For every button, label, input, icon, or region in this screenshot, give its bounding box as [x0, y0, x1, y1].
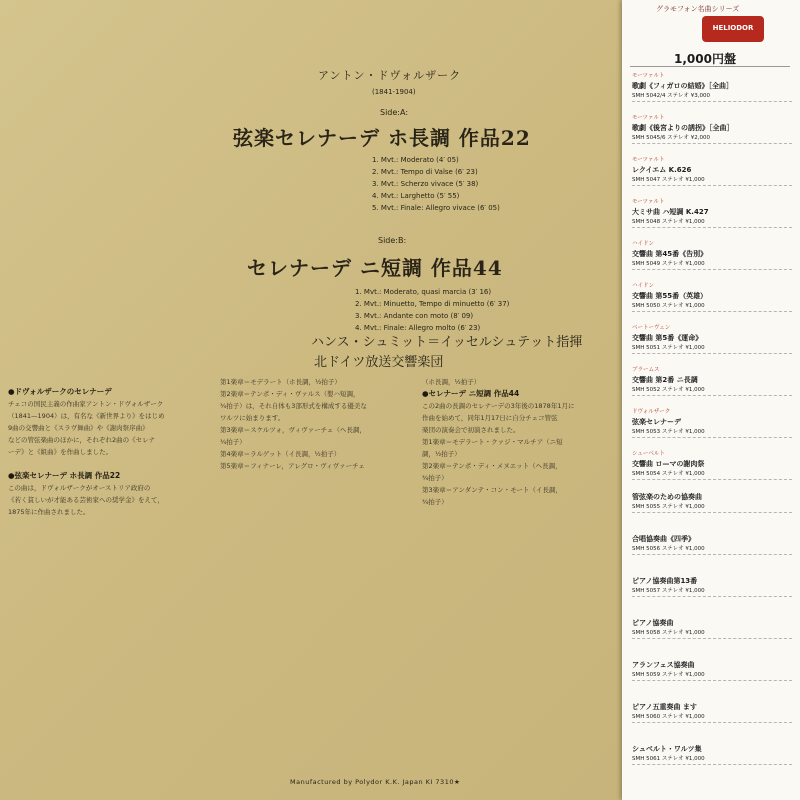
- notes-line: などの管弦楽曲のほかに，それぞれ2曲の《セレナ: [8, 436, 156, 444]
- entry-composer: ブラームス: [632, 367, 660, 373]
- divider: [630, 66, 790, 67]
- entry-number: SMH 5052 ステレオ ¥1,000: [632, 387, 705, 393]
- notes-line: 第3楽章＝アンダンテ・コン・モート（イ長調，: [422, 486, 562, 494]
- entry-composer: ドヴォルザーク: [632, 409, 671, 415]
- catalog-entry: [632, 240, 792, 270]
- entry-title: レクイエム K.626: [632, 166, 692, 174]
- catalog-entry: [632, 660, 792, 681]
- entry-title: 管弦楽のための協奏曲: [632, 493, 702, 501]
- catalog-entry: [632, 198, 792, 228]
- notes-line: この曲は，ドヴォルザークがオーストリア政府の: [8, 484, 151, 492]
- entry-number: SMH 5049 ステレオ ¥1,000: [632, 261, 705, 267]
- notes-line: 調，½拍子）: [422, 450, 461, 458]
- liner-notes-right: [422, 376, 618, 780]
- entry-number: SMH 5045/6 ステレオ ¥2,000: [632, 135, 710, 141]
- side-b-movement: 4. Mvt.: Finale: Allegro molto (6′ 23): [355, 324, 481, 332]
- entry-title: 合唱協奏曲《四季》: [632, 535, 695, 543]
- entry-title: 歌劇《後宮よりの誘拐》［全曲］: [632, 124, 734, 132]
- notes-line: ¾拍子）: [422, 498, 448, 506]
- catalog-entry: [632, 744, 792, 765]
- liner-notes-left: [8, 386, 212, 780]
- catalog-entry: [632, 408, 792, 438]
- notes-line: [8, 458, 212, 470]
- side-b-movement: 3. Mvt.: Andante con moto (8′ 09): [355, 312, 474, 320]
- entry-title: アランフェス協奏曲: [632, 661, 695, 669]
- notes-line: 楽団の演奏会で初演されました。: [422, 426, 520, 434]
- entry-title: シュベルト・ワルツ集: [632, 745, 702, 753]
- catalog-entry: [632, 72, 792, 102]
- notes-line: ーデ》と《組曲》を作曲しました。: [8, 448, 113, 456]
- entry-composer: ハイドン: [632, 241, 655, 247]
- entry-number: SMH 5048 ステレオ ¥1,000: [632, 219, 705, 225]
- notes-heading: ●弦楽セレナーデ ホ長調 作品22: [8, 471, 121, 480]
- entry-composer: ベートーヴェン: [632, 325, 671, 331]
- side-a-movement: 1. Mvt.: Moderato (4′ 05): [372, 156, 459, 164]
- entry-title: ピアノ協奏曲第13番: [632, 577, 698, 585]
- side-b-title: セレナーデ ニ短調 作品44: [247, 256, 503, 280]
- manufacturer-footer: Manufactured by Polydor K.K. Japan KI 7310★: [290, 778, 461, 786]
- notes-line: 第1楽章＝モデラート・クァジ・マルチア（ニ短: [422, 438, 563, 446]
- conductor-credit: ハンス・シュミット＝イッセルシュテット指揮: [311, 335, 583, 350]
- notes-line: 第4楽章＝ラルゲット（イ長調，½拍子）: [220, 450, 341, 458]
- entry-number: SMH 5060 ステレオ ¥1,000: [632, 714, 705, 720]
- entry-number: SMH 5061 ステレオ ¥1,000: [632, 756, 705, 762]
- price-label: 1,000円盤: [674, 52, 736, 66]
- catalog-entry: [632, 534, 792, 555]
- notes-line: 作曲を始めて，同年1月17日に自分チェコ管弦: [422, 414, 558, 422]
- entry-number: SMH 5058 ステレオ ¥1,000: [632, 630, 705, 636]
- notes-line: ¾拍子）: [220, 438, 246, 446]
- entry-title: 交響曲 第2番 ニ長調: [632, 376, 698, 384]
- entry-title: 弦楽セレナーデ: [632, 418, 681, 426]
- entry-composer: モーツァルト: [632, 157, 665, 163]
- entry-title: 交響曲 第5番《運命》: [632, 334, 703, 342]
- entry-number: SMH 5053 ステレオ ¥1,000: [632, 429, 705, 435]
- notes-line: 第3楽章＝スケルツォ，ヴィヴァーチェ（ヘ長調，: [220, 426, 366, 434]
- notes-line: 1875年に作曲されました。: [8, 508, 90, 516]
- notes-heading: ●ドヴォルザークのセレナーデ: [8, 387, 112, 396]
- catalog-entry: [632, 156, 792, 186]
- catalog-entry: [632, 324, 792, 354]
- side-a-movement: 4. Mvt.: Larghetto (5′ 55): [372, 192, 460, 200]
- notes-line: 第2楽章＝テンポ・ディ・メヌエット（ヘ長調，: [422, 462, 562, 470]
- orchestra-credit: 北ドイツ放送交響楽団: [314, 355, 444, 370]
- catalog-entry: [632, 576, 792, 597]
- side-a-title: 弦楽セレナーデ ホ長調 作品22: [233, 126, 531, 150]
- entry-composer: ハイドン: [632, 283, 655, 289]
- notes-line: チェコの国民主義の作曲家アントン・ドヴォルザーク: [8, 400, 164, 408]
- side-a-movement: 3. Mvt.: Scherzo vivace (5′ 38): [372, 180, 479, 188]
- notes-line: 第1楽章＝モデラート（ホ長調，½拍子）: [220, 378, 341, 386]
- entry-title: ピアノ五重奏曲 ます: [632, 703, 697, 711]
- entry-number: SMH 5042/4 ステレオ ¥3,000: [632, 93, 710, 99]
- heliodor-logo: [702, 16, 764, 42]
- notes-line: 第5楽章＝フィナーレ，アレグロ・ヴィヴァーチェ: [220, 462, 365, 470]
- entry-title: 歌劇《フィガロの結婚》［全曲］: [632, 82, 733, 90]
- notes-line: 第2楽章＝テンポ・ディ・ヴァルス（嬰ハ短調，: [220, 390, 360, 398]
- entry-title: 交響曲 ロ—マの謝肉祭: [632, 460, 705, 468]
- obi-series-title: グラモフォン名曲シリーズ: [656, 5, 740, 13]
- catalog-entry: [632, 114, 792, 144]
- notes-line: ¾拍子）は，それ自体も3部形式を構成する優美な: [220, 402, 367, 410]
- entry-composer: モーツァルト: [632, 73, 665, 79]
- entry-title: 大ミサ曲 ハ短調 K.427: [632, 208, 709, 216]
- entry-composer: モーツァルト: [632, 199, 665, 205]
- entry-composer: シューベルト: [632, 451, 665, 457]
- catalog-entry: [632, 366, 792, 396]
- entry-number: SMH 5054 ステレオ ¥1,000: [632, 471, 705, 477]
- side-a-movement: 2. Mvt.: Tempo di Valse (6′ 23): [372, 168, 478, 176]
- catalog-entry: [632, 702, 792, 723]
- catalog-entry: [632, 450, 792, 480]
- catalog-entry: [632, 492, 792, 513]
- entry-number: SMH 5056 ステレオ ¥1,000: [632, 546, 705, 552]
- catalog-entry: [632, 282, 792, 312]
- entry-number: SMH 5057 ステレオ ¥1,000: [632, 588, 705, 594]
- notes-line: （1841—1904）は，有名な《新世界より》をはじめ: [8, 412, 165, 420]
- entry-number: SMH 5059 ステレオ ¥1,000: [632, 672, 705, 678]
- side-a-movement: 5. Mvt.: Finale: Allegro vivace (6′ 05): [372, 204, 500, 212]
- entry-title: 交響曲 第55番（英雄）: [632, 292, 708, 300]
- liner-notes-middle: [220, 376, 418, 780]
- side-b-movement: 2. Mvt.: Minuetto, Tempo di minuetto (6′ 37): [355, 300, 510, 308]
- entry-number: SMH 5047 ステレオ ¥1,000: [632, 177, 705, 183]
- obi-strip: [622, 0, 800, 800]
- notes-line: ワルツに始まります。: [220, 414, 285, 422]
- entry-title: 交響曲 第45番《告別》: [632, 250, 708, 258]
- notes-line: この2曲の長調のセレナーデの3年後の1878年1月に: [422, 402, 575, 410]
- logo-text: HELIODOR: [712, 24, 754, 32]
- entry-title: ピアノ協奏曲: [632, 619, 674, 627]
- composer-years: (1841-1904): [372, 88, 416, 96]
- entry-composer: モーツァルト: [632, 115, 665, 121]
- notes-line: 9曲の交響曲と《スラヴ舞曲》や《謝肉祭序曲》: [8, 424, 149, 432]
- entry-number: SMH 5051 ステレオ ¥1,000: [632, 345, 705, 351]
- entry-number: SMH 5055 ステレオ ¥1,000: [632, 504, 705, 510]
- notes-line: ¾拍子）: [422, 474, 448, 482]
- side-b-label: Side:B:: [378, 236, 407, 245]
- composer-name: アントン・ドヴォルザーク: [318, 69, 462, 82]
- side-b-movement: 1. Mvt.: Moderato, quasi marcia (3′ 16): [355, 288, 492, 296]
- entry-number: SMH 5050 ステレオ ¥1,000: [632, 303, 705, 309]
- notes-heading: ●セレナーデ ニ短調 作品44: [422, 389, 520, 398]
- notes-line: 《若く貧しいが才能ある芸術家への奨学金》をえて，: [8, 496, 164, 504]
- notes-line: （ホ長調，½拍子）: [422, 378, 481, 386]
- side-a-label: Side:A:: [380, 108, 409, 117]
- catalog-entry: [632, 618, 792, 639]
